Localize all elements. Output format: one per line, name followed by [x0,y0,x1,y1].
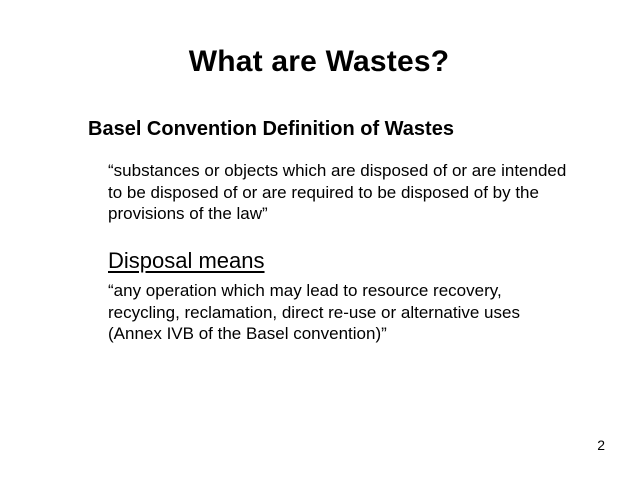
page-number: 2 [597,437,605,453]
disposal-line: (Annex IVB of the Basel convention)” [108,324,387,343]
disposal-line: “any operation which may lead to resource recovery, [108,281,502,300]
disposal-definition-quote [108,280,618,345]
definition-line: to be disposed of or are required to be disposed of by the [108,182,539,202]
definition-line: “substances or objects which are disposed of or are intended [108,161,567,180]
definition-line: provisions of the law” [108,204,268,223]
disposal-means-heading: Disposal means [108,248,265,273]
waste-definition-quote [108,160,618,225]
slide-title: What are Wastes? [188,45,450,78]
disposal-line: recycling, reclamation, direct re-use or alternative uses [108,302,520,322]
definition-heading: Basel Convention Definition of Wastes [88,118,454,140]
